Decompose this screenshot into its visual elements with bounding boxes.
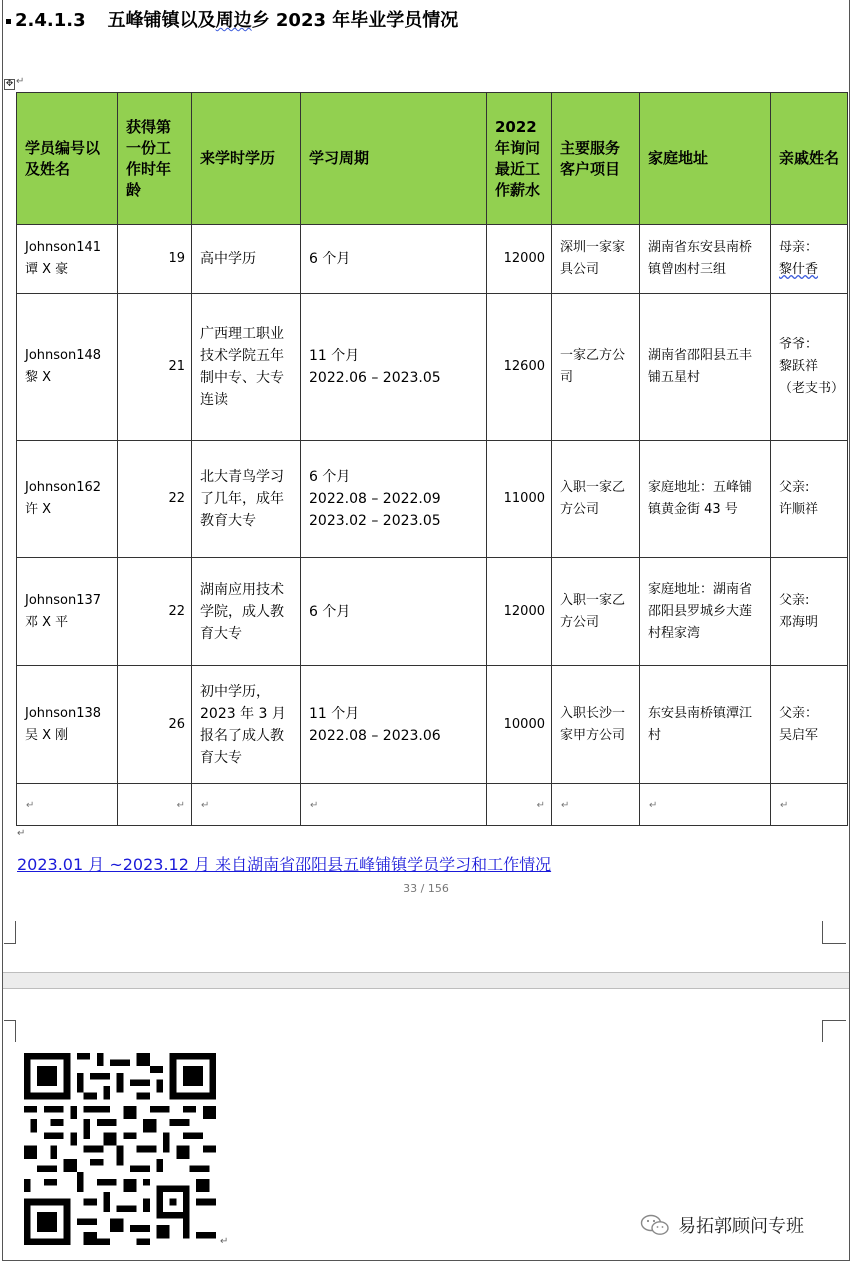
header-cell: 家庭地址 <box>640 93 771 225</box>
section-title-part1: 五峰铺镇以及 <box>107 10 216 31</box>
period-cell: 6 个月 <box>301 225 487 294</box>
period-cell: 6 个月 <box>301 558 487 666</box>
wechat-icon <box>640 1213 670 1237</box>
header-cell: 学习周期 <box>301 93 487 225</box>
header-cell: 获得第一份工作时年龄 <box>118 93 192 225</box>
heading-bullet-icon <box>6 19 11 24</box>
relative-cell: 父亲： 吴启军 <box>771 666 848 784</box>
crop-mark <box>822 921 836 943</box>
report-link[interactable]: 2023.01 月 ~2023.12 月 来自湖南省邵阳县五峰铺镇学员学习和工作情况 <box>17 855 552 874</box>
empty-cell: ↵ <box>17 784 118 826</box>
student-cell: Johnson162 许 X <box>17 441 118 558</box>
table-row <box>17 666 848 784</box>
table-row-empty <box>17 784 848 826</box>
empty-cell: ↵ <box>771 784 848 826</box>
crop-mark <box>4 1020 16 1021</box>
relative-cell: 父亲: 邓海明 <box>771 558 848 666</box>
empty-cell: ↵ <box>487 784 552 826</box>
qr-code-icon <box>24 1053 216 1245</box>
address-cell: 湖南省邵阳县五丰铺五星村 <box>640 294 771 441</box>
age-cell: 21 <box>118 294 192 441</box>
project-cell: 一家乙方公司 <box>552 294 640 441</box>
section-title-squiggle: 周边 <box>215 10 252 31</box>
crop-mark <box>822 1020 846 1021</box>
paragraph-mark-icon: ↵ <box>16 76 25 87</box>
paragraph-mark-icon: ↵ <box>17 828 26 839</box>
crop-mark <box>822 943 846 944</box>
relative-cell: 爷爷： 黎跃祥 （老支书） <box>771 294 848 441</box>
education-cell: 湖南应用技术学院，成人教育大专 <box>192 558 301 666</box>
section-title-part2: 乡 2023 年毕业学员情况 <box>251 10 459 31</box>
empty-cell: ↵ <box>640 784 771 826</box>
paragraph-mark-icon: ↵ <box>220 1236 229 1247</box>
header-cell: 来学时学历 <box>192 93 301 225</box>
project-cell: 入职一家乙方公司 <box>552 558 640 666</box>
section-heading <box>6 6 458 32</box>
student-cell: Johnson137 邓 X 平 <box>17 558 118 666</box>
address-cell: 东安县南桥镇潭江村 <box>640 666 771 784</box>
salary-cell: 12000 <box>487 225 552 294</box>
period-cell: 6 个月 2022.08 – 2022.09 2023.02 – 2023.05 <box>301 441 487 558</box>
address-cell: 家庭地址：五峰铺镇黄金街 43 号 <box>640 441 771 558</box>
salary-cell: 10000 <box>487 666 552 784</box>
education-cell: 北大青鸟学习了几年，成年教育大专 <box>192 441 301 558</box>
project-cell: 入职一家乙方公司 <box>552 441 640 558</box>
empty-cell: ↵ <box>192 784 301 826</box>
crop-mark <box>2 921 16 943</box>
empty-cell: ↵ <box>552 784 640 826</box>
age-cell: 19 <box>118 225 192 294</box>
page-gap <box>3 972 849 989</box>
header-cell: 亲戚姓名 <box>771 93 848 225</box>
period-cell: 11 个月 2022.06 – 2023.05 <box>301 294 487 441</box>
brand-name: 易拓郭顾问专班 <box>678 1216 804 1237</box>
empty-cell: ↵ <box>301 784 487 826</box>
period-cell: 11 个月 2022.08 – 2023.06 <box>301 666 487 784</box>
student-cell: Johnson138 吴 X 刚 <box>17 666 118 784</box>
table-header-row <box>17 93 848 225</box>
salary-cell: 12000 <box>487 558 552 666</box>
page-number: 33 / 156 <box>403 882 449 895</box>
table-row <box>17 294 848 441</box>
student-cell: Johnson148 黎 X <box>17 294 118 441</box>
education-cell: 高中学历 <box>192 225 301 294</box>
section-number: 2.4.1.3 <box>15 10 86 31</box>
age-cell: 22 <box>118 441 192 558</box>
graduates-table <box>16 92 848 826</box>
age-cell: 22 <box>118 558 192 666</box>
project-cell: 深圳一家家具公司 <box>552 225 640 294</box>
header-cell: 主要服务客户项目 <box>552 93 640 225</box>
table-row <box>17 225 848 294</box>
education-cell: 初中学历，2023 年 3 月报名了成人教育大专 <box>192 666 301 784</box>
address-cell: 湖南省东安县南桥镇曾凼村三组 <box>640 225 771 294</box>
relative-cell: 母亲： 黎什香 <box>771 225 848 294</box>
empty-cell: ↵ <box>118 784 192 826</box>
relative-cell: 父亲: 许顺祥 <box>771 441 848 558</box>
crop-mark <box>4 943 16 944</box>
header-cell: 学员编号以及姓名 <box>17 93 118 225</box>
brand-watermark <box>640 1212 804 1238</box>
table-row <box>17 441 848 558</box>
table-move-handle-icon[interactable]: ✥ <box>5 79 14 89</box>
crop-mark <box>822 1020 836 1042</box>
address-cell: 家庭地址：湖南省邵阳县罗城乡大莲村程家湾 <box>640 558 771 666</box>
salary-cell: 11000 <box>487 441 552 558</box>
header-cell: 2022 年询问最近工作薪水 <box>487 93 552 225</box>
table-row <box>17 558 848 666</box>
salary-cell: 12600 <box>487 294 552 441</box>
student-cell: Johnson141 谭 X 豪 <box>17 225 118 294</box>
age-cell: 26 <box>118 666 192 784</box>
project-cell: 入职长沙一家甲方公司 <box>552 666 640 784</box>
crop-mark <box>2 1020 16 1042</box>
education-cell: 广西理工职业技术学院五年制中专、大专连读 <box>192 294 301 441</box>
